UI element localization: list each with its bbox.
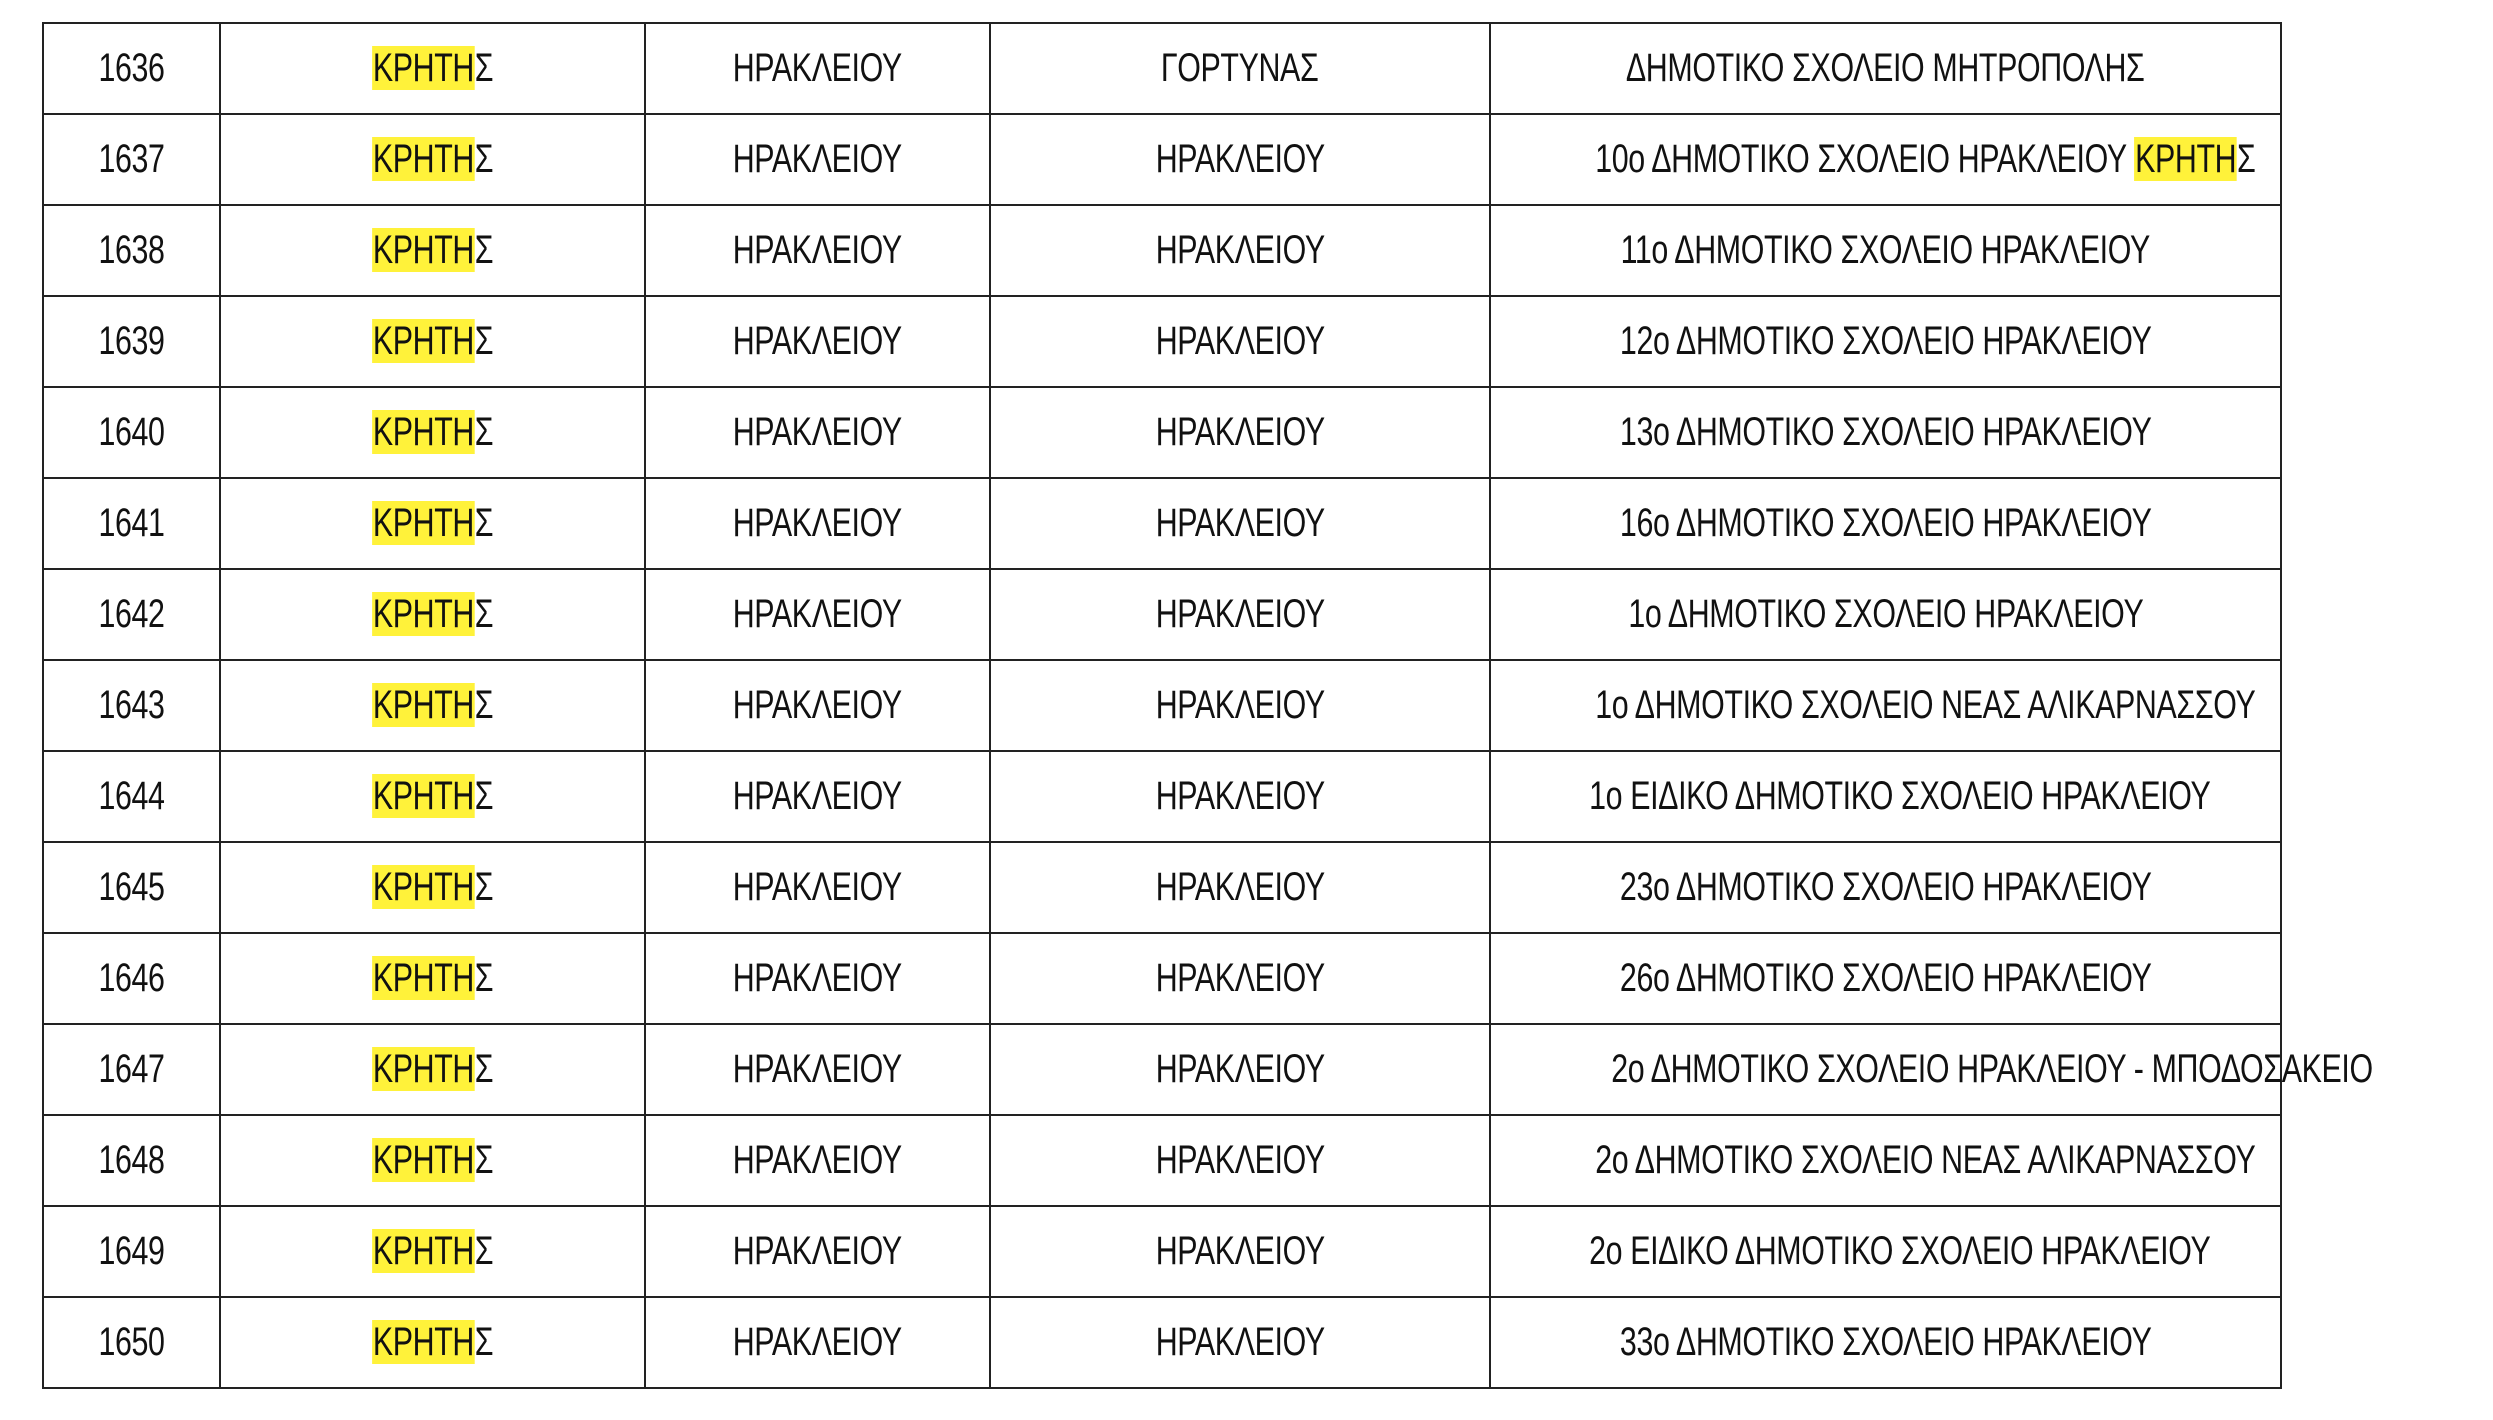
search-highlight: ΚΡΗΤΗ bbox=[372, 501, 474, 545]
cell-municipality bbox=[990, 569, 1490, 660]
table-row bbox=[43, 387, 2281, 478]
school-name-text: 26ο ΔΗΜΟΤΙΚΟ ΣΧΟΛΕΙΟ ΗΡΑΚΛΕΙΟΥ bbox=[1619, 956, 2152, 1000]
school-name-text: 2ο ΔΗΜΟΤΙΚΟ ΣΧΟΛΕΙΟ ΗΡΑΚΛΕΙΟΥ - ΜΠΟΔΟΣΑΚΕΙΟ bbox=[1611, 1047, 2373, 1091]
prefecture-text: ΗΡΑΚΛΕΙΟΥ bbox=[732, 137, 903, 181]
row-id-text: 1638 bbox=[98, 228, 165, 272]
municipality-text: ΗΡΑΚΛΕΙΟΥ bbox=[1155, 865, 1325, 909]
cell-prefecture bbox=[645, 23, 990, 114]
cell-prefecture bbox=[645, 1206, 990, 1297]
cell-school-name bbox=[1490, 751, 2281, 842]
cell-municipality bbox=[990, 1206, 1490, 1297]
prefecture-text: ΗΡΑΚΛΕΙΟΥ bbox=[732, 865, 903, 909]
search-highlight: ΚΡΗΤΗ bbox=[372, 319, 474, 363]
cell-municipality bbox=[990, 1024, 1490, 1115]
cell-municipality bbox=[990, 1115, 1490, 1206]
table-row bbox=[43, 660, 2281, 751]
prefecture-text: ΗΡΑΚΛΕΙΟΥ bbox=[732, 1320, 903, 1364]
table-row bbox=[43, 1115, 2281, 1206]
cell-municipality bbox=[990, 660, 1490, 751]
table-row bbox=[43, 1206, 2281, 1297]
region-suffix: Σ bbox=[474, 1047, 494, 1091]
row-id-text: 1647 bbox=[98, 1047, 165, 1091]
search-highlight: ΚΡΗΤΗ bbox=[372, 865, 474, 909]
prefecture-text: ΗΡΑΚΛΕΙΟΥ bbox=[732, 683, 903, 727]
table-row bbox=[43, 478, 2281, 569]
cell-prefecture bbox=[645, 205, 990, 296]
cell-municipality bbox=[990, 114, 1490, 205]
cell-municipality bbox=[990, 933, 1490, 1024]
row-id-text: 1640 bbox=[98, 410, 165, 454]
row-id-text: 1650 bbox=[98, 1320, 165, 1364]
cell-region bbox=[220, 933, 645, 1024]
cell-prefecture bbox=[645, 478, 990, 569]
cell-prefecture bbox=[645, 660, 990, 751]
row-id-text: 1637 bbox=[98, 137, 165, 181]
row-id-text: 1648 bbox=[98, 1138, 165, 1182]
cell-school-name bbox=[1490, 296, 2281, 387]
search-highlight: ΚΡΗΤΗ bbox=[372, 1320, 474, 1364]
school-name-text: 11ο ΔΗΜΟΤΙΚΟ ΣΧΟΛΕΙΟ ΗΡΑΚΛΕΙΟΥ bbox=[1620, 228, 2151, 272]
row-id-text: 1636 bbox=[98, 46, 165, 90]
cell-region bbox=[220, 296, 645, 387]
school-name-text: 2ο ΕΙΔΙΚΟ ΔΗΜΟΤΙΚΟ ΣΧΟΛΕΙΟ ΗΡΑΚΛΕΙΟΥ bbox=[1589, 1229, 2211, 1273]
municipality-text: ΗΡΑΚΛΕΙΟΥ bbox=[1155, 683, 1325, 727]
cell-id bbox=[43, 751, 220, 842]
cell-region bbox=[220, 23, 645, 114]
municipality-text: ΗΡΑΚΛΕΙΟΥ bbox=[1155, 410, 1325, 454]
cell-id bbox=[43, 114, 220, 205]
cell-id bbox=[43, 660, 220, 751]
cell-municipality bbox=[990, 23, 1490, 114]
table-row bbox=[43, 751, 2281, 842]
prefecture-text: ΗΡΑΚΛΕΙΟΥ bbox=[732, 1229, 903, 1273]
cell-prefecture bbox=[645, 569, 990, 660]
cell-prefecture bbox=[645, 933, 990, 1024]
cell-id bbox=[43, 387, 220, 478]
region-suffix: Σ bbox=[474, 1320, 494, 1364]
search-highlight: ΚΡΗΤΗ bbox=[2135, 137, 2237, 181]
cell-school-name bbox=[1490, 842, 2281, 933]
search-highlight: ΚΡΗΤΗ bbox=[372, 592, 474, 636]
cell-school-name bbox=[1490, 569, 2281, 660]
municipality-text: ΗΡΑΚΛΕΙΟΥ bbox=[1155, 319, 1325, 363]
prefecture-text: ΗΡΑΚΛΕΙΟΥ bbox=[732, 46, 903, 90]
cell-prefecture bbox=[645, 1024, 990, 1115]
school-name-text: 33ο ΔΗΜΟΤΙΚΟ ΣΧΟΛΕΙΟ ΗΡΑΚΛΕΙΟΥ bbox=[1619, 1320, 2152, 1364]
school-name-text: 10ο ΔΗΜΟΤΙΚΟ ΣΧΟΛΕΙΟ ΗΡΑΚΛΕΙΟΥ bbox=[1595, 137, 2135, 181]
cell-region bbox=[220, 1115, 645, 1206]
region-suffix: Σ bbox=[474, 1229, 494, 1273]
table-row bbox=[43, 1297, 2281, 1388]
search-highlight: ΚΡΗΤΗ bbox=[372, 137, 474, 181]
prefecture-text: ΗΡΑΚΛΕΙΟΥ bbox=[732, 410, 903, 454]
cell-region bbox=[220, 1206, 645, 1297]
cell-prefecture bbox=[645, 842, 990, 933]
municipality-text: ΓΟΡΤΥΝΑΣ bbox=[1161, 46, 1319, 90]
cell-id bbox=[43, 296, 220, 387]
search-highlight: ΚΡΗΤΗ bbox=[372, 410, 474, 454]
municipality-text: ΗΡΑΚΛΕΙΟΥ bbox=[1155, 774, 1325, 818]
cell-id bbox=[43, 205, 220, 296]
school-name-text: ΔΗΜΟΤΙΚΟ ΣΧΟΛΕΙΟ ΜΗΤΡΟΠΟΛΗΣ bbox=[1626, 46, 2145, 90]
region-suffix: Σ bbox=[474, 319, 494, 363]
search-highlight: ΚΡΗΤΗ bbox=[372, 683, 474, 727]
cell-prefecture bbox=[645, 1115, 990, 1206]
cell-prefecture bbox=[645, 114, 990, 205]
cell-school-name bbox=[1490, 114, 2281, 205]
cell-municipality bbox=[990, 842, 1490, 933]
cell-school-name bbox=[1490, 23, 2281, 114]
municipality-text: ΗΡΑΚΛΕΙΟΥ bbox=[1155, 137, 1325, 181]
prefecture-text: ΗΡΑΚΛΕΙΟΥ bbox=[732, 774, 903, 818]
schools-table bbox=[42, 22, 2373, 1389]
cell-region bbox=[220, 660, 645, 751]
municipality-text: ΗΡΑΚΛΕΙΟΥ bbox=[1155, 1320, 1325, 1364]
cell-school-name bbox=[1490, 1115, 2281, 1206]
row-id-text: 1641 bbox=[98, 501, 165, 545]
region-suffix: Σ bbox=[474, 137, 494, 181]
cell-id bbox=[43, 1297, 220, 1388]
cell-prefecture bbox=[645, 296, 990, 387]
region-suffix: Σ bbox=[474, 410, 494, 454]
row-id-text: 1649 bbox=[98, 1229, 165, 1273]
school-name-text: 1ο ΔΗΜΟΤΙΚΟ ΣΧΟΛΕΙΟ ΗΡΑΚΛΕΙΟΥ bbox=[1627, 592, 2144, 636]
cell-id bbox=[43, 1024, 220, 1115]
cell-municipality bbox=[990, 751, 1490, 842]
row-id-text: 1644 bbox=[98, 774, 165, 818]
cell-region bbox=[220, 114, 645, 205]
table-row bbox=[43, 842, 2281, 933]
cell-prefecture bbox=[645, 751, 990, 842]
cell-region bbox=[220, 387, 645, 478]
municipality-text: ΗΡΑΚΛΕΙΟΥ bbox=[1155, 1138, 1325, 1182]
cell-prefecture bbox=[645, 387, 990, 478]
cell-school-name bbox=[1490, 205, 2281, 296]
row-id-text: 1639 bbox=[98, 319, 165, 363]
municipality-text: ΗΡΑΚΛΕΙΟΥ bbox=[1155, 228, 1325, 272]
prefecture-text: ΗΡΑΚΛΕΙΟΥ bbox=[732, 1138, 903, 1182]
search-highlight: ΚΡΗΤΗ bbox=[372, 956, 474, 1000]
cell-school-name bbox=[1490, 1297, 2281, 1388]
row-id-text: 1646 bbox=[98, 956, 165, 1000]
cell-school-name bbox=[1490, 387, 2281, 478]
cell-region bbox=[220, 569, 645, 660]
region-suffix: Σ bbox=[474, 46, 494, 90]
municipality-text: ΗΡΑΚΛΕΙΟΥ bbox=[1155, 956, 1325, 1000]
search-highlight: ΚΡΗΤΗ bbox=[372, 1047, 474, 1091]
cell-municipality bbox=[990, 478, 1490, 569]
search-highlight: ΚΡΗΤΗ bbox=[372, 228, 474, 272]
prefecture-text: ΗΡΑΚΛΕΙΟΥ bbox=[732, 501, 903, 545]
row-id-text: 1642 bbox=[98, 592, 165, 636]
cell-school-name bbox=[1490, 1024, 2373, 1115]
school-name-text: 16ο ΔΗΜΟΤΙΚΟ ΣΧΟΛΕΙΟ ΗΡΑΚΛΕΙΟΥ bbox=[1619, 501, 2152, 545]
cell-municipality bbox=[990, 296, 1490, 387]
municipality-text: ΗΡΑΚΛΕΙΟΥ bbox=[1155, 501, 1325, 545]
row-id-text: 1645 bbox=[98, 865, 165, 909]
table-row bbox=[43, 205, 2281, 296]
school-name-text: 13ο ΔΗΜΟΤΙΚΟ ΣΧΟΛΕΙΟ ΗΡΑΚΛΕΙΟΥ bbox=[1619, 410, 2152, 454]
table-row bbox=[43, 1024, 2281, 1115]
cell-id bbox=[43, 1115, 220, 1206]
table-row bbox=[43, 569, 2281, 660]
prefecture-text: ΗΡΑΚΛΕΙΟΥ bbox=[732, 319, 903, 363]
table-body bbox=[43, 23, 2373, 1388]
cell-municipality bbox=[990, 205, 1490, 296]
municipality-text: ΗΡΑΚΛΕΙΟΥ bbox=[1155, 1229, 1325, 1273]
cell-id bbox=[43, 842, 220, 933]
cell-municipality bbox=[990, 387, 1490, 478]
table-row bbox=[43, 114, 2281, 205]
cell-school-name bbox=[1490, 478, 2281, 569]
school-name-text: 12ο ΔΗΜΟΤΙΚΟ ΣΧΟΛΕΙΟ ΗΡΑΚΛΕΙΟΥ bbox=[1619, 319, 2152, 363]
cell-region bbox=[220, 1297, 645, 1388]
region-suffix: Σ bbox=[474, 592, 494, 636]
table-row bbox=[43, 933, 2281, 1024]
cell-region bbox=[220, 751, 645, 842]
cell-region bbox=[220, 205, 645, 296]
cell-id bbox=[43, 478, 220, 569]
search-highlight: ΚΡΗΤΗ bbox=[372, 1138, 474, 1182]
region-suffix: Σ bbox=[474, 228, 494, 272]
search-highlight: ΚΡΗΤΗ bbox=[372, 774, 474, 818]
region-suffix: Σ bbox=[474, 501, 494, 545]
search-highlight: ΚΡΗΤΗ bbox=[372, 1229, 474, 1273]
prefecture-text: ΗΡΑΚΛΕΙΟΥ bbox=[732, 1047, 903, 1091]
cell-id bbox=[43, 569, 220, 660]
cell-id bbox=[43, 23, 220, 114]
cell-school-name bbox=[1490, 660, 2281, 751]
prefecture-text: ΗΡΑΚΛΕΙΟΥ bbox=[732, 956, 903, 1000]
school-name-text: 1ο ΔΗΜΟΤΙΚΟ ΣΧΟΛΕΙΟ ΝΕΑΣ ΑΛΙΚΑΡΝΑΣΣΟΥ bbox=[1595, 683, 2256, 727]
school-name-text: 2ο ΔΗΜΟΤΙΚΟ ΣΧΟΛΕΙΟ ΝΕΑΣ ΑΛΙΚΑΡΝΑΣΣΟΥ bbox=[1595, 1138, 2256, 1182]
region-suffix: Σ bbox=[474, 683, 494, 727]
cell-school-name bbox=[1490, 933, 2281, 1024]
school-name-suffix: Σ bbox=[2236, 137, 2256, 181]
municipality-text: ΗΡΑΚΛΕΙΟΥ bbox=[1155, 1047, 1325, 1091]
municipality-text: ΗΡΑΚΛΕΙΟΥ bbox=[1155, 592, 1325, 636]
prefecture-text: ΗΡΑΚΛΕΙΟΥ bbox=[732, 592, 903, 636]
cell-school-name bbox=[1490, 1206, 2281, 1297]
cell-id bbox=[43, 1206, 220, 1297]
region-suffix: Σ bbox=[474, 1138, 494, 1182]
region-suffix: Σ bbox=[474, 865, 494, 909]
cell-municipality bbox=[990, 1297, 1490, 1388]
cell-region bbox=[220, 478, 645, 569]
cell-region bbox=[220, 1024, 645, 1115]
school-name-text: 23ο ΔΗΜΟΤΙΚΟ ΣΧΟΛΕΙΟ ΗΡΑΚΛΕΙΟΥ bbox=[1619, 865, 2152, 909]
cell-prefecture bbox=[645, 1297, 990, 1388]
cell-id bbox=[43, 933, 220, 1024]
prefecture-text: ΗΡΑΚΛΕΙΟΥ bbox=[732, 228, 903, 272]
cell-region bbox=[220, 842, 645, 933]
row-id-text: 1643 bbox=[98, 683, 165, 727]
table-row bbox=[43, 23, 2281, 114]
search-highlight: ΚΡΗΤΗ bbox=[372, 46, 474, 90]
region-suffix: Σ bbox=[474, 956, 494, 1000]
region-suffix: Σ bbox=[474, 774, 494, 818]
school-name-text: 1ο ΕΙΔΙΚΟ ΔΗΜΟΤΙΚΟ ΣΧΟΛΕΙΟ ΗΡΑΚΛΕΙΟΥ bbox=[1589, 774, 2211, 818]
table-row bbox=[43, 296, 2281, 387]
